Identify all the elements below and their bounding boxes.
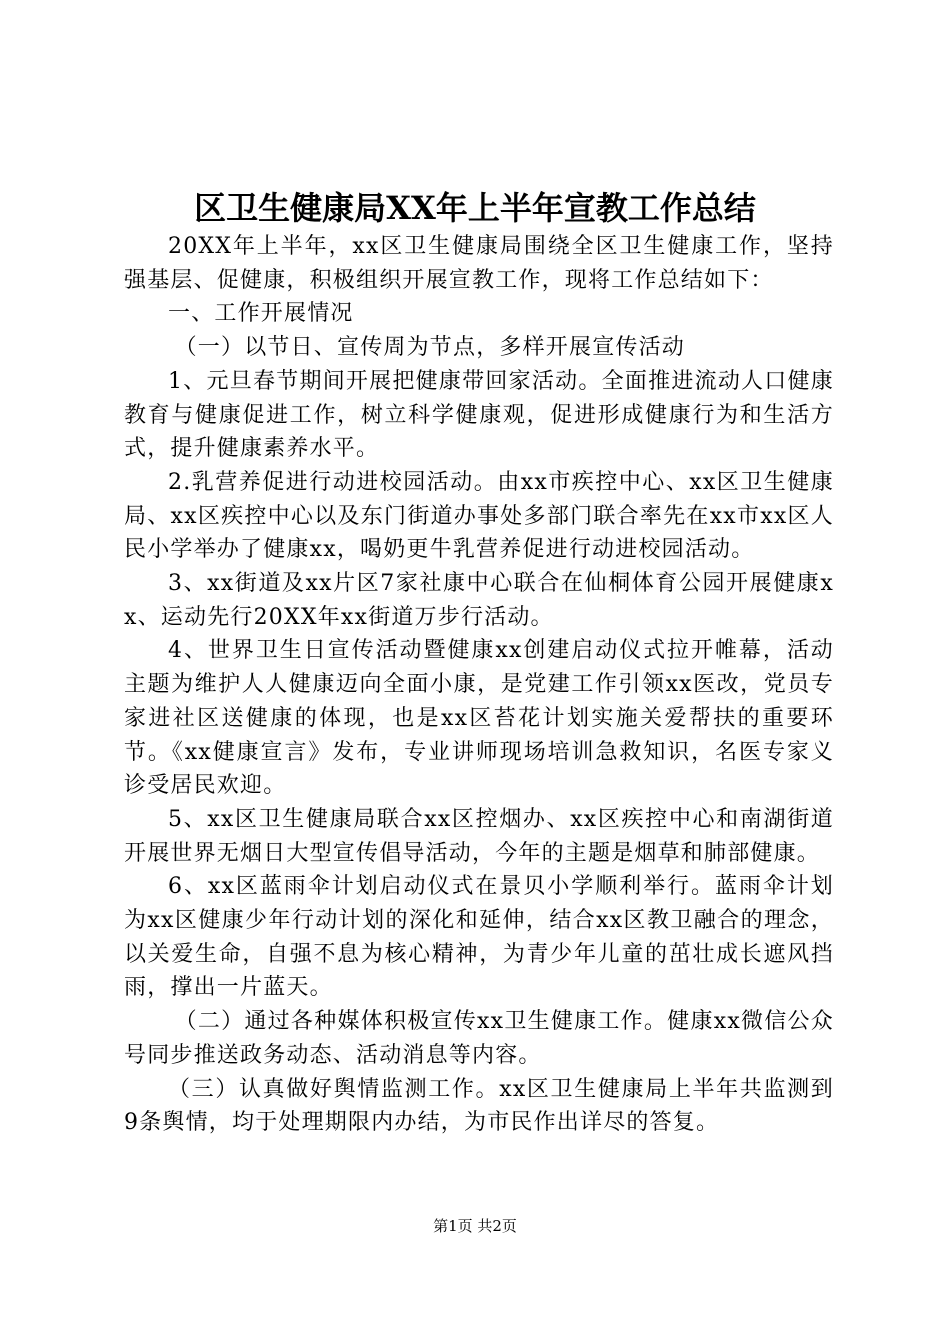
paragraph-item: 5、xx区卫生健康局联合xx区控烟办、xx区疾控中心和南湖街道开展世界无烟日大型宣传倡导活动，今年的主题是烟草和肺部健康。 [124, 806, 834, 866]
paragraph-item: 2.乳营养促进行动进校园活动。由xx市疾控中心、xx区卫生健康局、xx区疾控中心以及东门街道办事处多部门联合率先在xx市xx区人民小学举办了健康xx，喝奶更牛乳营养促进行动进校园活动。 [124, 469, 834, 563]
paragraph-item: 4、世界卫生日宣传活动暨健康xx创建启动仪式拉开帷幕，活动主题为维护人人健康迈向全面小康，是党建工作引领xx医改，党员专家进社区送健康的体现，也是xx区苔花计划实施关爱帮扶的重要环节。《xx健康宣言》发布，专业讲师现场培训急救知识，名医专家义诊受居民欢迎。 [124, 638, 834, 799]
paragraph-item: 6、xx区蓝雨伞计划启动仪式在景贝小学顺利举行。蓝雨伞计划为xx区健康少年行动计划的深化和延伸，结合xx区教卫融合的理念，以关爱生命，自强不息为核心精神，为青少年儿童的茁壮成长遮风挡雨，撑出一片蓝天。 [124, 874, 834, 1001]
paragraph-intro: 20XX年上半年，xx区卫生健康局围绕全区卫生健康工作，坚持强基层、促健康，积极组织开展宣教工作，现将工作总结如下： [124, 234, 834, 293]
subsection-heading: （一）以节日、宣传周为节点，多样开展宣传活动 [174, 335, 685, 361]
paragraph-item: 3、xx街道及xx片区7家社康中心联合在仙桐体育公园开展健康xx、运动先行20XX年xx街道万步行活动。 [124, 571, 834, 630]
document-title: 区卫生健康局XX年上半年宣教工作总结 [194, 189, 756, 227]
section-heading: 一、工作开展情况 [168, 301, 354, 327]
document-body [124, 230, 834, 1140]
paragraph-monitoring: （三）认真做好舆情监测工作。xx区卫生健康局上半年共监测到9条舆情，均于处理期限内办结，为市民作出详尽的答复。 [124, 1076, 834, 1136]
paragraph-item: 1、元旦春节期间开展把健康带回家活动。全面推进流动人口健康教育与健康促进工作，树立科学健康观，促进形成健康行为和生活方式，提升健康素养水平。 [124, 368, 834, 462]
page-number-footer: 第1页 共2页 [433, 1217, 517, 1235]
paragraph-media: （二）通过各种媒体积极宣传xx卫生健康工作。健康xx微信公众号同步推送政务动态、活动消息等内容。 [124, 1009, 834, 1068]
